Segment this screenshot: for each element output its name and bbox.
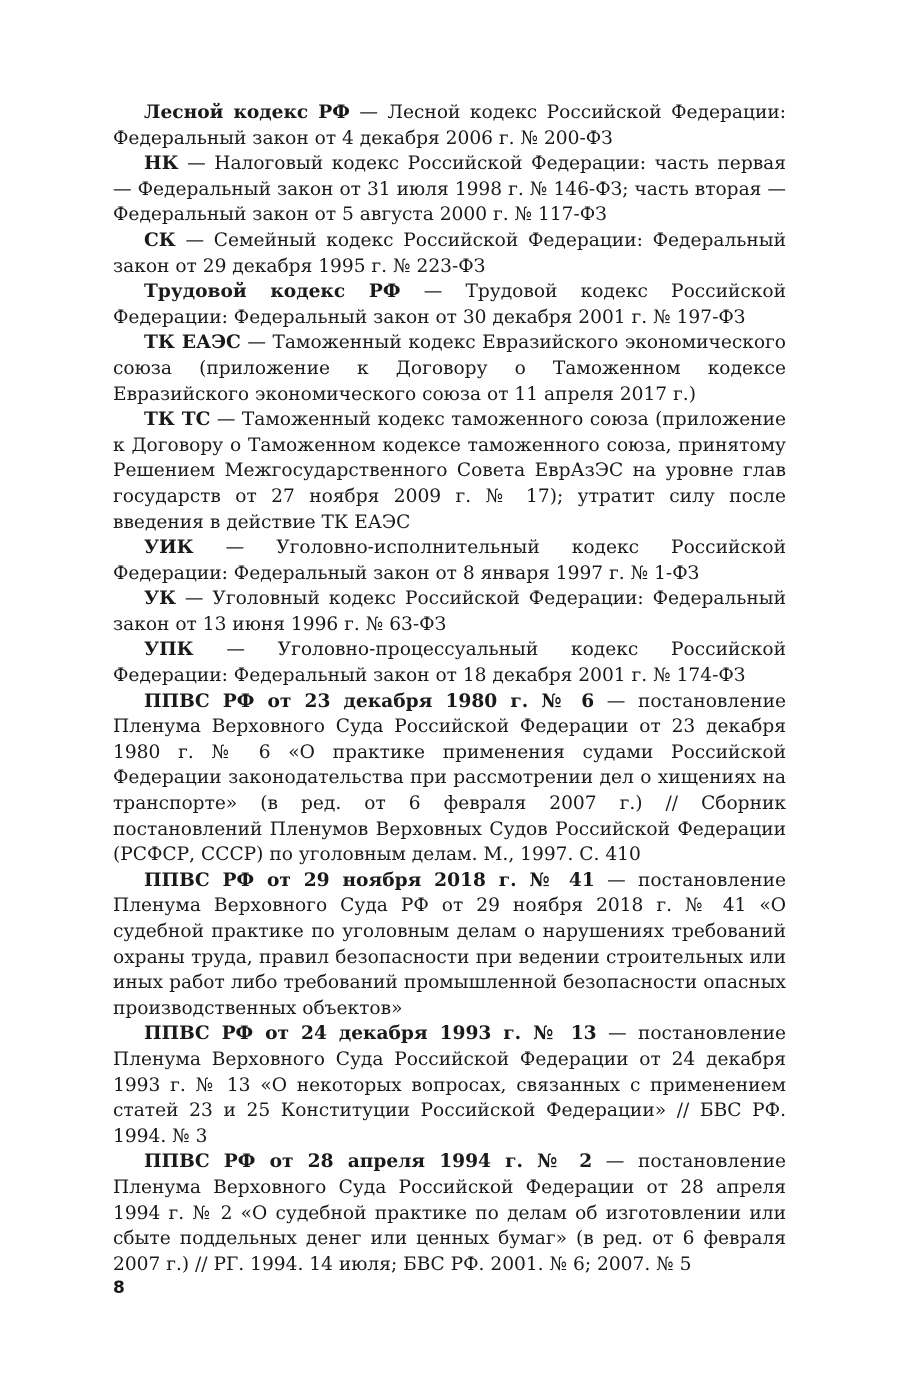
entry-term: Трудовой кодекс РФ xyxy=(144,281,401,303)
entry-term: ППВС РФ от 29 ноября 2018 г. № 41 xyxy=(144,869,595,891)
entry-definition: — Уголовно-исполнительный кодекс Российской Федерации: Федеральный закон от 8 января 1997 г. № 1-ФЗ xyxy=(113,537,786,584)
entry-term: УИК xyxy=(144,537,194,559)
entry-term: Лесной кодекс РФ xyxy=(144,102,350,123)
entry-term: УПК xyxy=(144,639,194,661)
entry-definition: — Уголовно-процессуальный кодекс Российской Федерации: Федеральный закон от 18 декабря 2001 г. № 174-ФЗ xyxy=(113,639,786,687)
list-item xyxy=(113,586,786,637)
list-item xyxy=(113,330,786,407)
list-item xyxy=(113,868,786,1022)
entry-definition: — Уголовный кодекс Российской Федерации: Федеральный закон от 13 июня 1996 г. № 63-ФЗ xyxy=(113,588,786,635)
entry-definition: — Лесной кодекс Российской Федерации: Федеральный закон от 4 декабря 2006 г. № 200-ФЗ xyxy=(113,102,786,149)
entry-term: ППВС РФ от 24 декабря 1993 г. № 13 xyxy=(144,1023,597,1045)
page-number: 8 xyxy=(113,1278,125,1298)
entry-term: ТК ТС xyxy=(144,409,211,431)
list-item xyxy=(113,279,786,330)
list-item xyxy=(113,1149,786,1277)
list-item xyxy=(113,535,786,586)
list-item xyxy=(113,689,786,868)
entry-term: НК xyxy=(144,153,179,175)
list-item xyxy=(113,1021,786,1149)
list-item xyxy=(113,407,786,535)
entry-definition: — Таможенный кодекс таможенного союза (приложение к Договору о Таможенном кодексе таможенного союза, принятому Решением Межгосударственного Совета ЕврАзЭС на уровне глав государств от 27 ноября 2009 г. № 17); утратит силу после введения в действие ТК ЕАЭС xyxy=(113,409,787,533)
entry-definition: — Таможенный кодекс Евразийского экономического союза (приложение к Договору о Таможенном кодексе Евразийского экономического союза от 11 апреля 2017 г.) xyxy=(113,332,786,405)
entry-definition: — постановление Пленума Верховного Суда Российской Федерации от 24 декабря 1993 г. № 13 «О некоторых вопросах, связанных с применением статей 23 и 25 Конституции Российской Федерации» // БВС РФ. 1994. № 3 xyxy=(113,1023,786,1147)
entry-term: ТК ЕАЭС xyxy=(144,332,241,354)
entry-term: ППВС РФ от 28 апреля 1994 г. № 2 xyxy=(144,1151,593,1173)
list-item xyxy=(113,151,786,228)
entry-definition: — постановление Пленума Верховного Суда Российской Федерации от 28 апреля 1994 г. № 2 «О судебной практике по делам об изготовлении или сбыте поддельных денег или ценных бумаг» (в ред. от 6 февраля 2007 г.) // РГ. 1994. 14 июля; БВС РФ. 2001. № 6; 2007. № 5 xyxy=(113,1151,786,1275)
list-item xyxy=(113,228,786,279)
entry-term: УК xyxy=(144,588,177,610)
entry-definition: — Семейный кодекс Российской Федерации: Федеральный закон от 29 декабря 1995 г. № 223-ФЗ xyxy=(113,229,786,277)
entry-definition: — постановление Пленума Верховного Суда Российской Федерации от 23 декабря 1980 г. № 6 «О практике применения судами Российской Федерации законодательства при рассмотрении дел о хищениях на транспорте» (в ред. от 6 февраля 2007 г.) // Сборник постановлений Пленумов Верховных Судов Российской Федерации (РСФСР, СССР) по уголовным делам. М., 1997. С. 410 xyxy=(113,690,786,866)
abbreviations-list xyxy=(113,100,786,1277)
entry-term: ППВС РФ от 23 декабря 1980 г. № 6 xyxy=(144,690,595,712)
entry-term: СК xyxy=(144,229,176,251)
entry-definition: — Трудовой кодекс Российской Федерации: Федеральный закон от 30 декабря 2001 г. № 197-ФЗ xyxy=(113,281,786,328)
entry-definition: — постановление Пленума Верховного Суда РФ от 29 ноября 2018 г. № 41 «О судебной практике по уголовным делам о нарушениях требований охраны труда, правил безопасности при ведении строительных или иных работ либо требований промышленной безопасности опасных производственных объектов» xyxy=(113,869,786,1019)
entry-definition: — Налоговый кодекс Российской Федерации: часть первая — Федеральный закон от 31 июля 1998 г. № 146-ФЗ; часть вторая — Федеральный закон от 5 августа 2000 г. № 117-ФЗ xyxy=(113,153,786,226)
list-item xyxy=(113,100,786,151)
list-item xyxy=(113,637,786,688)
